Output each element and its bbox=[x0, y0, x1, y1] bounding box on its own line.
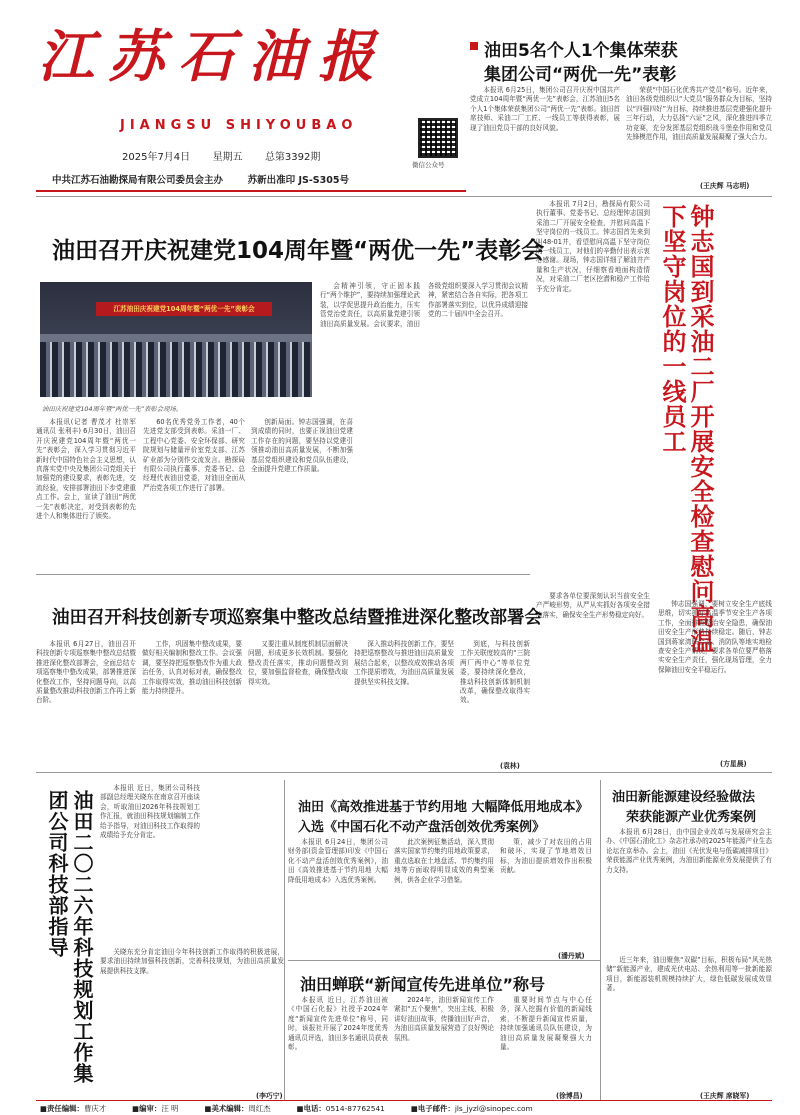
qr-code bbox=[418, 118, 458, 158]
top-story-col1: 本报讯 6月25日，集团公司召开庆祝中国共产党成立104周年暨“两优一先”表彰会，江苏油田5名个人1个集体荣获集团公司“两优一先”表彰。油田首席技师、采油二厂工匠、一线员工等获得表彰，展现了油田党员干部的良好风貌。 bbox=[470, 86, 620, 132]
story2-col2: 60名优秀党务工作者，40个先进党支部受到表彰。采油一厂、工程中心党委、安全环保部、研究院规划与储量评价室党支部、江苏矿业部为分别作交流发言。勘探局有限公司执行董事、党委书记、总经理代表油田党委，对油田全面从严治党各项工作进行了部署。 bbox=[143, 418, 245, 492]
story4-byline: (袁林) bbox=[500, 762, 520, 770]
story3-col2b: 要求各单位要深刻认识当前安全生产严峻形势，从严从实抓好各项安全措施落实，确保安全生产形势稳定向好。 bbox=[536, 592, 650, 619]
story5-headline: 油田二〇二六年科技规划工作集团公司科技部指导 bbox=[45, 790, 94, 1084]
top-story-headline-2: 集团公司“两优一先”表彰 bbox=[484, 65, 677, 85]
story7-headline: 油田蝉联“新闻宣传先进单位”称号 bbox=[300, 975, 546, 994]
story2-caption: 油田庆祝建党104周年暨“两优一先”表彰会现场。 bbox=[42, 405, 183, 413]
photo-banner-text: 江苏油田庆祝建党104周年暨“两优一先”表彰会 bbox=[113, 305, 255, 313]
story4-headline: 油田召开科技创新专项巡察集中整改总结暨推进深化整改部署会 bbox=[52, 608, 542, 628]
story4-col2: 工作，巩固集中整改成果，要做好相关编制和整改工作。会议强调，要坚持把巡察整改作为重大政治任务，认真对标对表，确保整改工作取得实效，推动油田科技创新能力持续提升。 bbox=[142, 640, 242, 696]
story2-col3: 创新局面。钟志国强调，在喜到成绩的同时，也要正视油田党建工作存在的问题，要坚持以党建引领推动油田高质量发展，不断加强基层党组织建设和党员队伍建设，全面提升党建工作质量。 bbox=[251, 418, 353, 474]
story8-col2: 近三年来，油田聚焦“双碳”目标，积极布局“风光热储”新能源产业，建成光伏电站、余热利用等一批新能源项目，新能源装机规模持续扩大，绿色低碳发展成效显著。 bbox=[606, 956, 772, 993]
story4-col4: 深入推动科技创新工作，要坚持把巡察整改与推进油田高质量发展结合起来，以整改成效推动各项工作提质增效，为油田高质量发展提供坚实科技支撑。 bbox=[354, 640, 454, 686]
story8-col1: 本报讯 6月28日，由中国企业改革与发展研究会主办、《中国石油化工》杂志社承办的2025年能源产业生态论坛在京举办。会上，油田《光伏发电与低碳减排项目》荣获能源产业优秀案例，为油田新能源业务发展提供了有力支持。 bbox=[606, 828, 772, 874]
footer-art: ■美术编辑：周红杰 bbox=[204, 1104, 271, 1113]
story3-col2: 钟志国强调，要树立安全生产底线思维，切实抓好高温季节安全生产各项工作，全面排查整治安全隐患，确保油田安全生产形势持续稳定。随后，钟志国到蒋家湾联合站、消防队等地实地检查安全生产情况，要求各单位要严格落实安全生产责任，强化现场管理，全力保障油田安全平稳运行。 bbox=[658, 600, 772, 674]
qr-label: 微信公众号 bbox=[412, 161, 445, 169]
story2-col1: 本报讯(记者 曹茂才 杜崇军 通讯员 张利丰) 6月30日，油田召开庆祝建党104周年暨“两优一先”表彰会，深入学习贯彻习近平新时代中国特色社会主义思想，认真落实党中央及集团公司党组关于加强党的建设要求，表彰先进，交流经验，安排部署油田下步党建重点工作。会上，宣读了油田“两优一先”表彰决定，对受到表彰的先进个人和集体进行了颁奖。 bbox=[36, 418, 136, 521]
story4-col1: 本报讯 6月27日，油田召开科技创新专项巡察集中整改总结暨推进深化整改部署会，全面总结专项巡察集中整改成果，部署推进深化整改工作，坚持问题导向，以高质量整改推动科技创新工作再上新台阶。 bbox=[36, 640, 136, 705]
story4-col3: 又要注重从制度机制层面解决问题，形成更多长效机制。要强化整改责任落实，推动问题整改到位，要加强监督检查，确保整改取得实效。 bbox=[248, 640, 348, 686]
story5-col2: 关晓东充分肯定油田今年科技创新工作取得的积极进展，要求油田持续加强科技创新，完善科技规划，为油田高质量发展提供科技支撑。 bbox=[100, 948, 284, 975]
story6-col3: 策，减少了对农田的占用和破坏，实现了节地增效目标，为油田提质增效作出积极贡献。 bbox=[500, 838, 592, 875]
story4-col5: 到底，与科技创新工作关联度较高的“三院两厂两中心”等单位党委，要持续深化整改，推动科技创新体制机制改革，确保整改取得实效。 bbox=[460, 640, 530, 705]
top-story-headline-1: 油田5名个人1个集体荣获 bbox=[484, 41, 678, 61]
footer-editor: ■责任编辑：曹庆才 bbox=[40, 1104, 107, 1113]
story7-col3: 重要时间节点与中心任务，深入挖掘有价值的新闻线索，不断提升新闻宣传质量，持续加强通讯员队伍建设，为油田高质量发展凝聚强大力量。 bbox=[500, 996, 592, 1052]
story5-byline: (李巧宁) bbox=[256, 1092, 283, 1100]
story7-col1: 本报讯 近日，江苏油田被《中国石化报》社授予2024年度“新闻宣传先进单位”称号，同时，该报社开展了2024年度优秀通讯员评选，油田多名通讯员获表彰。 bbox=[288, 996, 388, 1052]
story8-headline-1: 油田新能源建设经验做法 bbox=[612, 790, 756, 805]
masthead-pinyin: JIANGSU SHIYOUBAO bbox=[120, 118, 358, 133]
story8-headline-2: 荣获能源产业优秀案例 bbox=[626, 810, 757, 825]
issue-date: 2025年7月4日 bbox=[122, 152, 191, 163]
footer-layout: ■编审：汪 明 bbox=[132, 1104, 179, 1113]
story3-headline: 钟志国到采油二厂开展安全检查慰问高温下坚守岗位的一线员工 bbox=[658, 204, 714, 654]
story2-photo bbox=[40, 282, 312, 397]
footer-email: ■电子邮件：jls_jyzl@sinopec.com bbox=[410, 1104, 533, 1113]
top-story-byline: (王庆辉 马志明) bbox=[700, 182, 750, 190]
story7-byline: (徐博昌) bbox=[556, 1092, 583, 1100]
story6-col1: 本报讯 6月24日，集团公司财务部(资金管理部)印发《中国石化不动产盘活创效优秀案例》，油田《高效推进基于节约用地 大幅降低用地成本》入选优秀案例。 bbox=[288, 838, 388, 884]
masthead-date-line bbox=[122, 148, 320, 163]
story7-col2: 2024年，油田新闻宣传工作紧扣“五个聚焦”，突出主线，积极讲好油田故事，传播油田好声音，为油田高质量发展营造了良好舆论氛围。 bbox=[394, 996, 494, 1042]
story2-headline: 油田召开庆祝建党104周年暨“两优一先”表彰会 bbox=[52, 238, 545, 264]
story6-headline-1: 油田《高效推进基于节约用地 大幅降低用地成本》 bbox=[298, 800, 589, 815]
story3-byline: (方星晨) bbox=[720, 760, 747, 768]
issue-number: 总第3392期 bbox=[264, 152, 321, 163]
publisher-line bbox=[52, 172, 349, 186]
footer bbox=[40, 1103, 772, 1114]
story2-col4: 会精神引领，守正固本践行“两个维护”，要持续加强理论武装，以学促思提升政治能力，压实管党治党责任，以高质量党建引领油田高质量发展。会议要求，油田各级党组织要深入学习贯彻会议精神，紧密结合各自实际，把各项工作部署落实到位，以优异成绩迎接党的二十届四中全会召开。 bbox=[320, 282, 528, 328]
top-story-col2: 荣获“中国石化优秀共产党员”称号。近年来，油田各级党组织以“大党员”服务群众为目标，坚持以“四强四好”为目标，持续推进基层党建强化提升三年行动，大力弘扬“六证”之风，深化推进四季立功竞赛，充分发挥基层党组织战斗堡垒作用和党员先锋模范作用，油田高质量发展凝聚了强大合力。 bbox=[626, 86, 772, 142]
story6-col2: 此次案例征集活动，深入贯彻落实国家节约集约用地政策要求，重点选取在土地盘活、节约集约用地等方面取得明显成效的典型案例，供各企业学习借鉴。 bbox=[394, 838, 494, 884]
issue-weekday: 星期五 bbox=[212, 152, 243, 163]
registration: 苏新出准印 JS-S305号 bbox=[247, 175, 349, 186]
story8-byline: (王庆辉 席晓军) bbox=[700, 1092, 750, 1100]
top-story-icon bbox=[470, 42, 478, 50]
footer-phone: ■电话：0514-87762541 bbox=[296, 1104, 385, 1113]
story3-col1: 本报讯 7月2日，勘探局有限公司执行董事、党委书记、总经理钟志国到采油二厂开展安全检查，并慰问高温下坚守岗位的一线员工。钟志国首先来到叫48-01井，看望慰问高温下坚守岗位的一线员工，对他们的辛勤付出表示衷心感谢。现场，钟志国详细了解油井产量和生产状况，仔细察看地面构造情况，对采油二厂老区挖潜和稳产工作给予充分肯定。 bbox=[536, 200, 650, 293]
story6-headline-2: 入选《中国石化不动产盘活创效优秀案例》 bbox=[298, 820, 546, 835]
masthead-title: 江苏石油报 bbox=[38, 24, 388, 90]
publisher: 中共江苏石油勘探局有限公司委员会主办 bbox=[52, 175, 224, 186]
story6-byline: (潘丹斌) bbox=[558, 952, 585, 960]
story5-col1: 本报讯 近日，集团公司科技部副总经理关晓东在南京召开座谈会，听取油田2026年科技规划工作汇报，就油田科技规划编制工作给予指导，对油田科技工作取得的成绩给予充分肯定。 bbox=[100, 784, 200, 840]
